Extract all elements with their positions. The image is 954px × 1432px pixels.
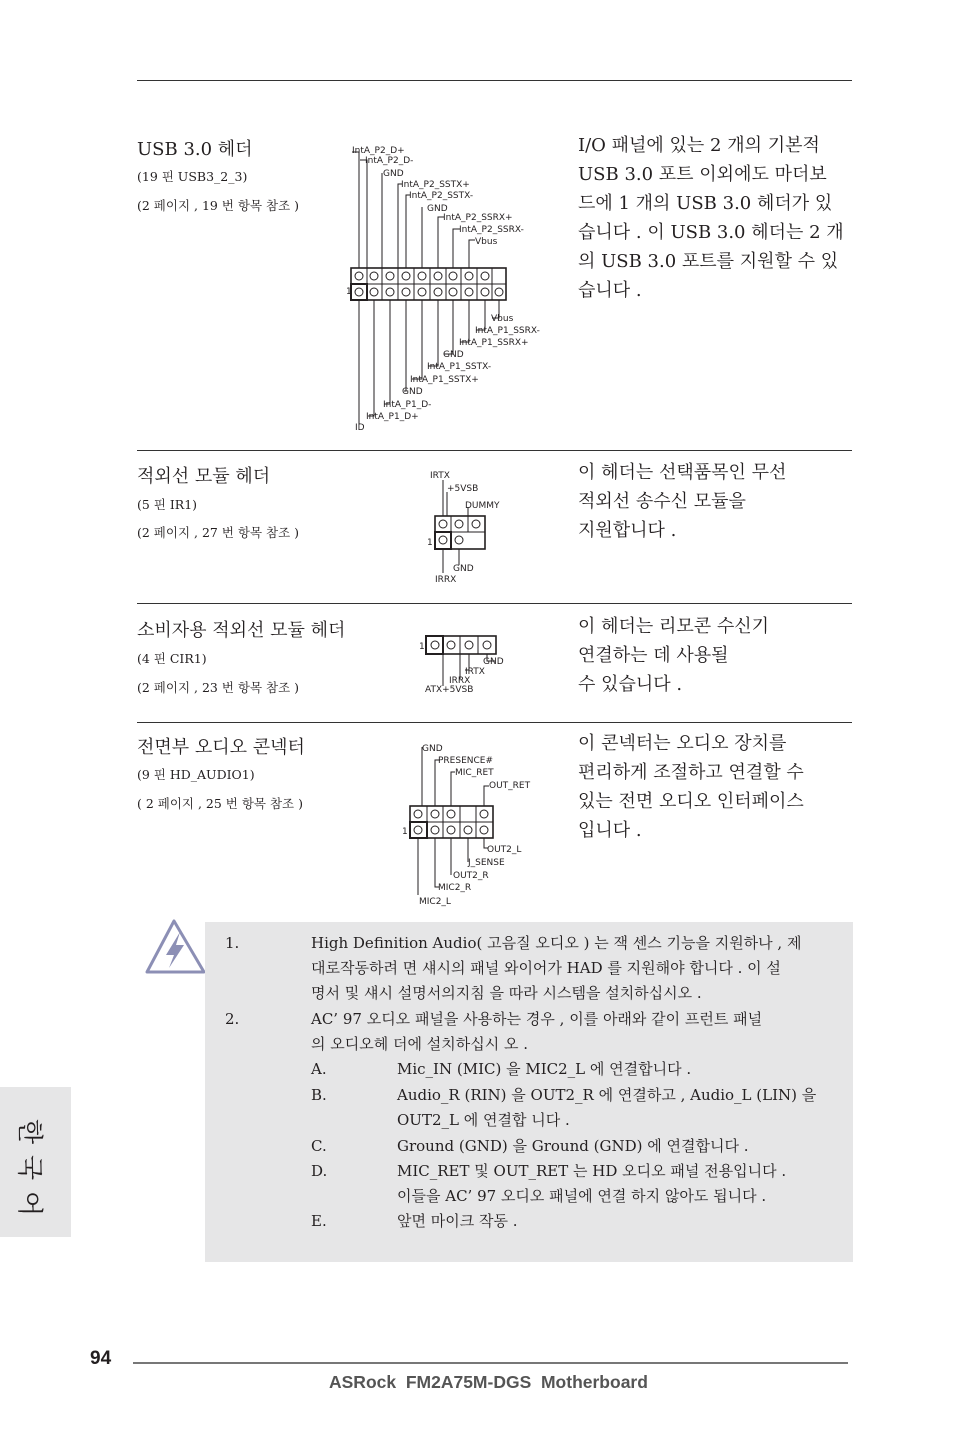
ir-pin-label: +5VSB [447, 484, 479, 494]
audio-header-page-ref: ( 2 페이지 , 25 번 항목 참조 ) [137, 796, 303, 811]
section-divider [137, 450, 852, 451]
usb3-pin-label: IntA_P1_D+ [366, 412, 419, 422]
cir-header-description: 이 헤더는 리모콘 수신기 연결하는 데 사용될 수 있습니다 . [578, 616, 770, 695]
usb3-pin-diagram [330, 140, 560, 435]
usb3-header-description: I/O 패널에 있는 2 개의 기본적 USB 3.0 포트 이외에도 마더보 드에 1 개의 USB 3.0 헤더가 있 습니다 . 이 USB 3.0 헤더는 2 개 의 USB 3.0 포트를 지원할 수 있 습니다 . [578, 135, 844, 301]
ir-pin-label: DUMMY [465, 501, 500, 511]
usb3-pin-label: IntA_P2_SSRX+ [443, 213, 513, 223]
side-tab-char: 한 [14, 1118, 45, 1145]
audio-pin-label: PRESENCE# [438, 756, 494, 766]
note-box [205, 922, 853, 1262]
ir-header-page-ref: (2 페이지 , 27 번 항목 참조 ) [137, 525, 299, 540]
ir-pin-label: GND [453, 564, 474, 574]
side-tab-char: 국 [14, 1154, 45, 1181]
section-divider [137, 603, 852, 604]
usb3-pin-label: IntA_P2_D- [365, 156, 414, 166]
note-item-text: High Definition Audio( 고음질 오디오 ) 는 잭 센스 기능을 지원하나 , 제 [311, 934, 802, 952]
usb3-pin-label: IntA_P2_SSTX+ [401, 180, 470, 190]
audio-pin-label: OUT_RET [489, 781, 531, 791]
usb3-pin-label: IntA_P2_D+ [352, 146, 405, 156]
note-item-number: 2. [225, 1010, 240, 1028]
usb3-pin-label: IntA_P2_SSRX- [459, 225, 524, 235]
note-item-number: 1. [225, 934, 240, 952]
footer-product-name: ASRock FM2A75M-DGS Motherboard [329, 1372, 648, 1392]
note-subitem-text: 앞면 마이크 작동 . [397, 1212, 518, 1230]
note-subitem-text: Mic_IN (MIC) 을 MIC2_L 에 연결합니다 . [397, 1060, 692, 1078]
note-subitem-letter: D. [311, 1162, 328, 1180]
cir-pin-diagram [415, 630, 525, 695]
usb3-pin-label: IntA_P1_SSTX+ [410, 375, 479, 385]
cir-pin-one-label: 1 [419, 642, 425, 652]
top-rule [137, 80, 852, 81]
note-subitem-text: MIC_RET 및 OUT_RET 는 HD 오디오 패널 전용입니다 . [397, 1162, 787, 1180]
ir-header-pin-count: (5 핀 IR1) [137, 497, 198, 512]
cir-header-pin-count: (4 핀 CIR1) [137, 651, 207, 666]
usb3-pin-label: ID [355, 423, 365, 433]
ir-pin-one-label: 1 [427, 538, 433, 548]
ir-pin-label: IRRX [435, 575, 457, 585]
note-subitem-text: OUT2_L 에 연결합 니다 . [397, 1111, 570, 1129]
usb3-header-title: USB 3.0 헤더 [137, 139, 253, 160]
cir-header-page-ref: (2 페이지 , 23 번 항목 참조 ) [137, 680, 299, 695]
usb3-pin-label: Vbus [475, 237, 498, 247]
page-number: 94 [90, 1348, 112, 1369]
audio-pin-label: OUT2_R [453, 871, 489, 881]
ir-header-description: 이 헤더는 선택품목인 무선 적외선 송수신 모듈을 지원합니다 . [578, 462, 787, 541]
usb3-pin-label: IntA_P1_SSRX+ [459, 338, 529, 348]
note-item-text: AC’ 97 오디오 패널을 사용하는 경우 , 이를 아래와 같이 프런트 패널 [311, 1010, 763, 1028]
audio-pin-label: OUT2_L [487, 845, 522, 855]
section-divider [137, 722, 852, 723]
warning-lightning-icon [143, 918, 207, 976]
usb3-pin-label: IntA_P1_D- [383, 400, 432, 410]
note-subitem-letter: B. [311, 1086, 327, 1104]
usb3-header-page-ref: (2 페이지 , 19 번 항목 참조 ) [137, 198, 299, 213]
audio-pin-diagram [395, 737, 545, 909]
audio-pin-label: MIC_RET [455, 768, 494, 778]
ir-pin-diagram [420, 465, 520, 585]
usb3-pin-label: GND [443, 350, 464, 360]
note-subitem-letter: E. [311, 1212, 327, 1230]
ir-header-title: 적외선 모듈 헤더 [137, 466, 271, 487]
usb3-pin-label: IntA_P1_SSTX- [427, 362, 492, 372]
cir-pin-label: GND [483, 657, 504, 667]
note-subitem-letter: C. [311, 1137, 327, 1155]
usb3-pin-label: GND [402, 387, 423, 397]
note-subitem-text: 이들을 AC’ 97 오디오 패널에 연결 하지 않아도 됩니다 . [397, 1187, 767, 1205]
note-item-text: 대로작동하려 면 섀시의 패널 와이어가 HAD 를 지원해야 합니다 . 이 설 [311, 959, 781, 977]
side-tab-char: 어 [14, 1190, 45, 1217]
cir-pin-label: IRRX [449, 676, 471, 686]
audio-pin-label: J_SENSE [468, 858, 505, 868]
usb3-pin-label: GND [427, 204, 448, 214]
note-subitem-text: Audio_R (RIN) 을 OUT2_R 에 연결하고 , Audio_L (LIN) 을 [397, 1086, 817, 1104]
cir-pin-label: IRTX [465, 667, 485, 677]
usb3-pin-label: IntA_P2_SSTX- [409, 191, 474, 201]
language-side-tab [0, 1087, 71, 1237]
audio-pin-label: GND [422, 744, 443, 754]
audio-pin-label: MIC2_R [438, 883, 472, 893]
usb3-pin-label: GND [383, 169, 404, 179]
cir-pin-label: ATX+5VSB [425, 685, 474, 695]
usb3-pin-label: IntA_P1_SSRX- [475, 326, 540, 336]
usb3-pin-one-label: 1 [346, 287, 352, 297]
ir-pin-label: IRTX [430, 471, 450, 481]
note-subitem-text: Ground (GND) 을 Ground (GND) 에 연결합니다 . [397, 1137, 749, 1155]
audio-pin-one-label: 1 [402, 827, 408, 837]
audio-pin-label: MIC2_L [419, 897, 451, 907]
note-item-text: 의 오디오헤 더에 설치하십시 오 . [311, 1035, 528, 1053]
audio-header-pin-count: (9 핀 HD_AUDIO1) [137, 767, 255, 782]
usb3-pin-label: Vbus [491, 314, 514, 324]
cir-header-title: 소비자용 적외선 모듈 헤더 [137, 620, 346, 641]
audio-header-title: 전면부 오디오 콘넥터 [137, 737, 305, 758]
footer-rule [133, 1362, 848, 1364]
note-item-text: 명서 및 섀시 설명서의지침 을 따라 시스템을 설치하십시오 . [311, 984, 702, 1002]
note-subitem-letter: A. [311, 1060, 327, 1078]
audio-header-description: 이 콘넥터는 오디오 장치를 편리하게 조절하고 연결할 수 있는 전면 오디오 인터페이스 입니다 . [578, 733, 804, 841]
usb3-header-pin-count: (19 핀 USB3_2_3) [137, 169, 248, 184]
